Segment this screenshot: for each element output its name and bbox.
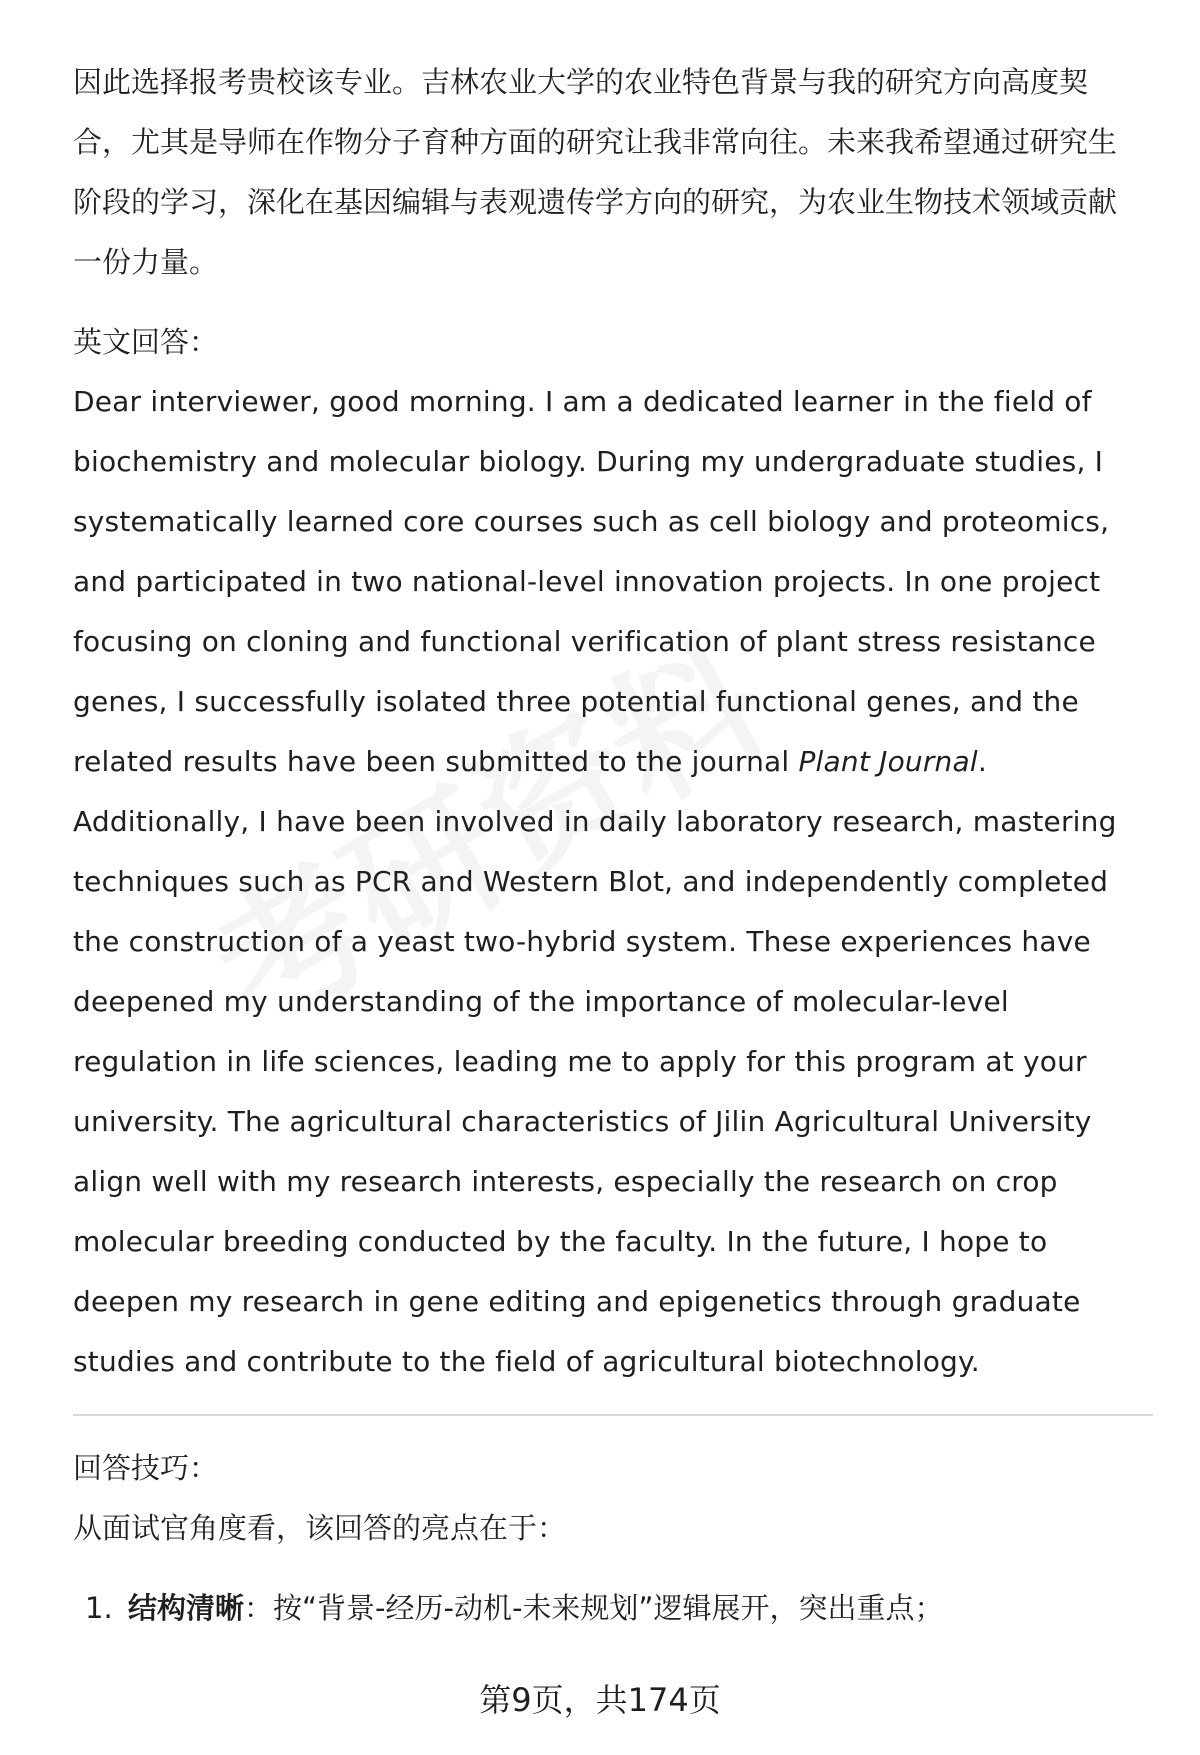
text-line: focusing on cloning and functional verification of plant stress resistance <box>73 625 1096 658</box>
text-line: biochemistry and molecular biology. During my undergraduate studies, I <box>73 445 1104 478</box>
list-item-text: ：按“背景-经历-动机-未来规划”逻辑展开，突出重点； <box>244 1591 944 1625</box>
english-answer-label: 英文回答： <box>73 325 219 359</box>
text-line: align well with my research interests, especially the research on crop <box>73 1165 1058 1198</box>
text-line: Dear interviewer, good morning. I am a dedicated learner in the field of <box>73 385 1092 418</box>
journal-line-prefix: related results have been submitted to the journal <box>73 745 799 778</box>
journal-name: Plant Journal <box>798 745 978 778</box>
list-item <box>73 1578 1153 1638</box>
text-line: deepen my research in gene editing and epigenetics through graduate <box>73 1285 1081 1318</box>
text-line: regulation in life sciences, leading me to apply for this program at your <box>73 1045 1087 1078</box>
text-line-with-journal <box>73 732 1153 792</box>
text-line: 一份力量。 <box>73 245 219 279</box>
section-divider <box>73 1414 1153 1416</box>
document-content <box>73 52 1153 1638</box>
text-line: and participated in two national-level innovation projects. In one project <box>73 565 1101 598</box>
tips-intro: 从面试官角度看，该回答的亮点在于： <box>73 1511 567 1545</box>
text-line: 因此选择报考贵校该专业。吉林农业大学的农业特色背景与我的研究方向高度契 <box>73 65 1089 99</box>
text-line: Additionally, I have been involved in daily laboratory research, mastering <box>73 805 1117 838</box>
page-number-footer: 第9页，共174页 <box>479 1681 721 1719</box>
spacer <box>73 1558 1153 1578</box>
list-item-number: 1. <box>85 1591 113 1625</box>
spacer <box>73 292 1153 312</box>
tips-list <box>73 1578 1153 1638</box>
text-line: 阶段的学习，深化在基因编辑与表观遗传学方向的研究，为农业生物技术领域贡献 <box>73 185 1118 219</box>
text-line: deepened my understanding of the importance of molecular-level <box>73 985 1009 1018</box>
journal-line-suffix: . <box>977 745 987 778</box>
text-line: 合，尤其是导师在作物分子育种方面的研究让我非常向往。未来我希望通过研究生 <box>73 125 1118 159</box>
text-line: university. The agricultural characteristics of Jilin Agricultural University <box>73 1105 1092 1138</box>
english-answer-paragraph <box>73 372 1153 1392</box>
text-line: genes, I successfully isolated three potential functional genes, and the <box>73 685 1079 718</box>
list-item-title: 结构清晰 <box>128 1591 245 1625</box>
text-line: techniques such as PCR and Western Blot, and independently completed <box>73 865 1109 898</box>
text-line: studies and contribute to the field of agricultural biotechnology. <box>73 1345 980 1378</box>
text-line: the construction of a yeast two-hybrid system. These experiences have <box>73 925 1091 958</box>
tips-label: 回答技巧： <box>73 1451 219 1485</box>
text-line: systematically learned core courses such as cell biology and proteomics, <box>73 505 1110 538</box>
chinese-intro-paragraph <box>73 52 1153 292</box>
text-line: molecular breeding conducted by the faculty. In the future, I hope to <box>73 1225 1048 1258</box>
